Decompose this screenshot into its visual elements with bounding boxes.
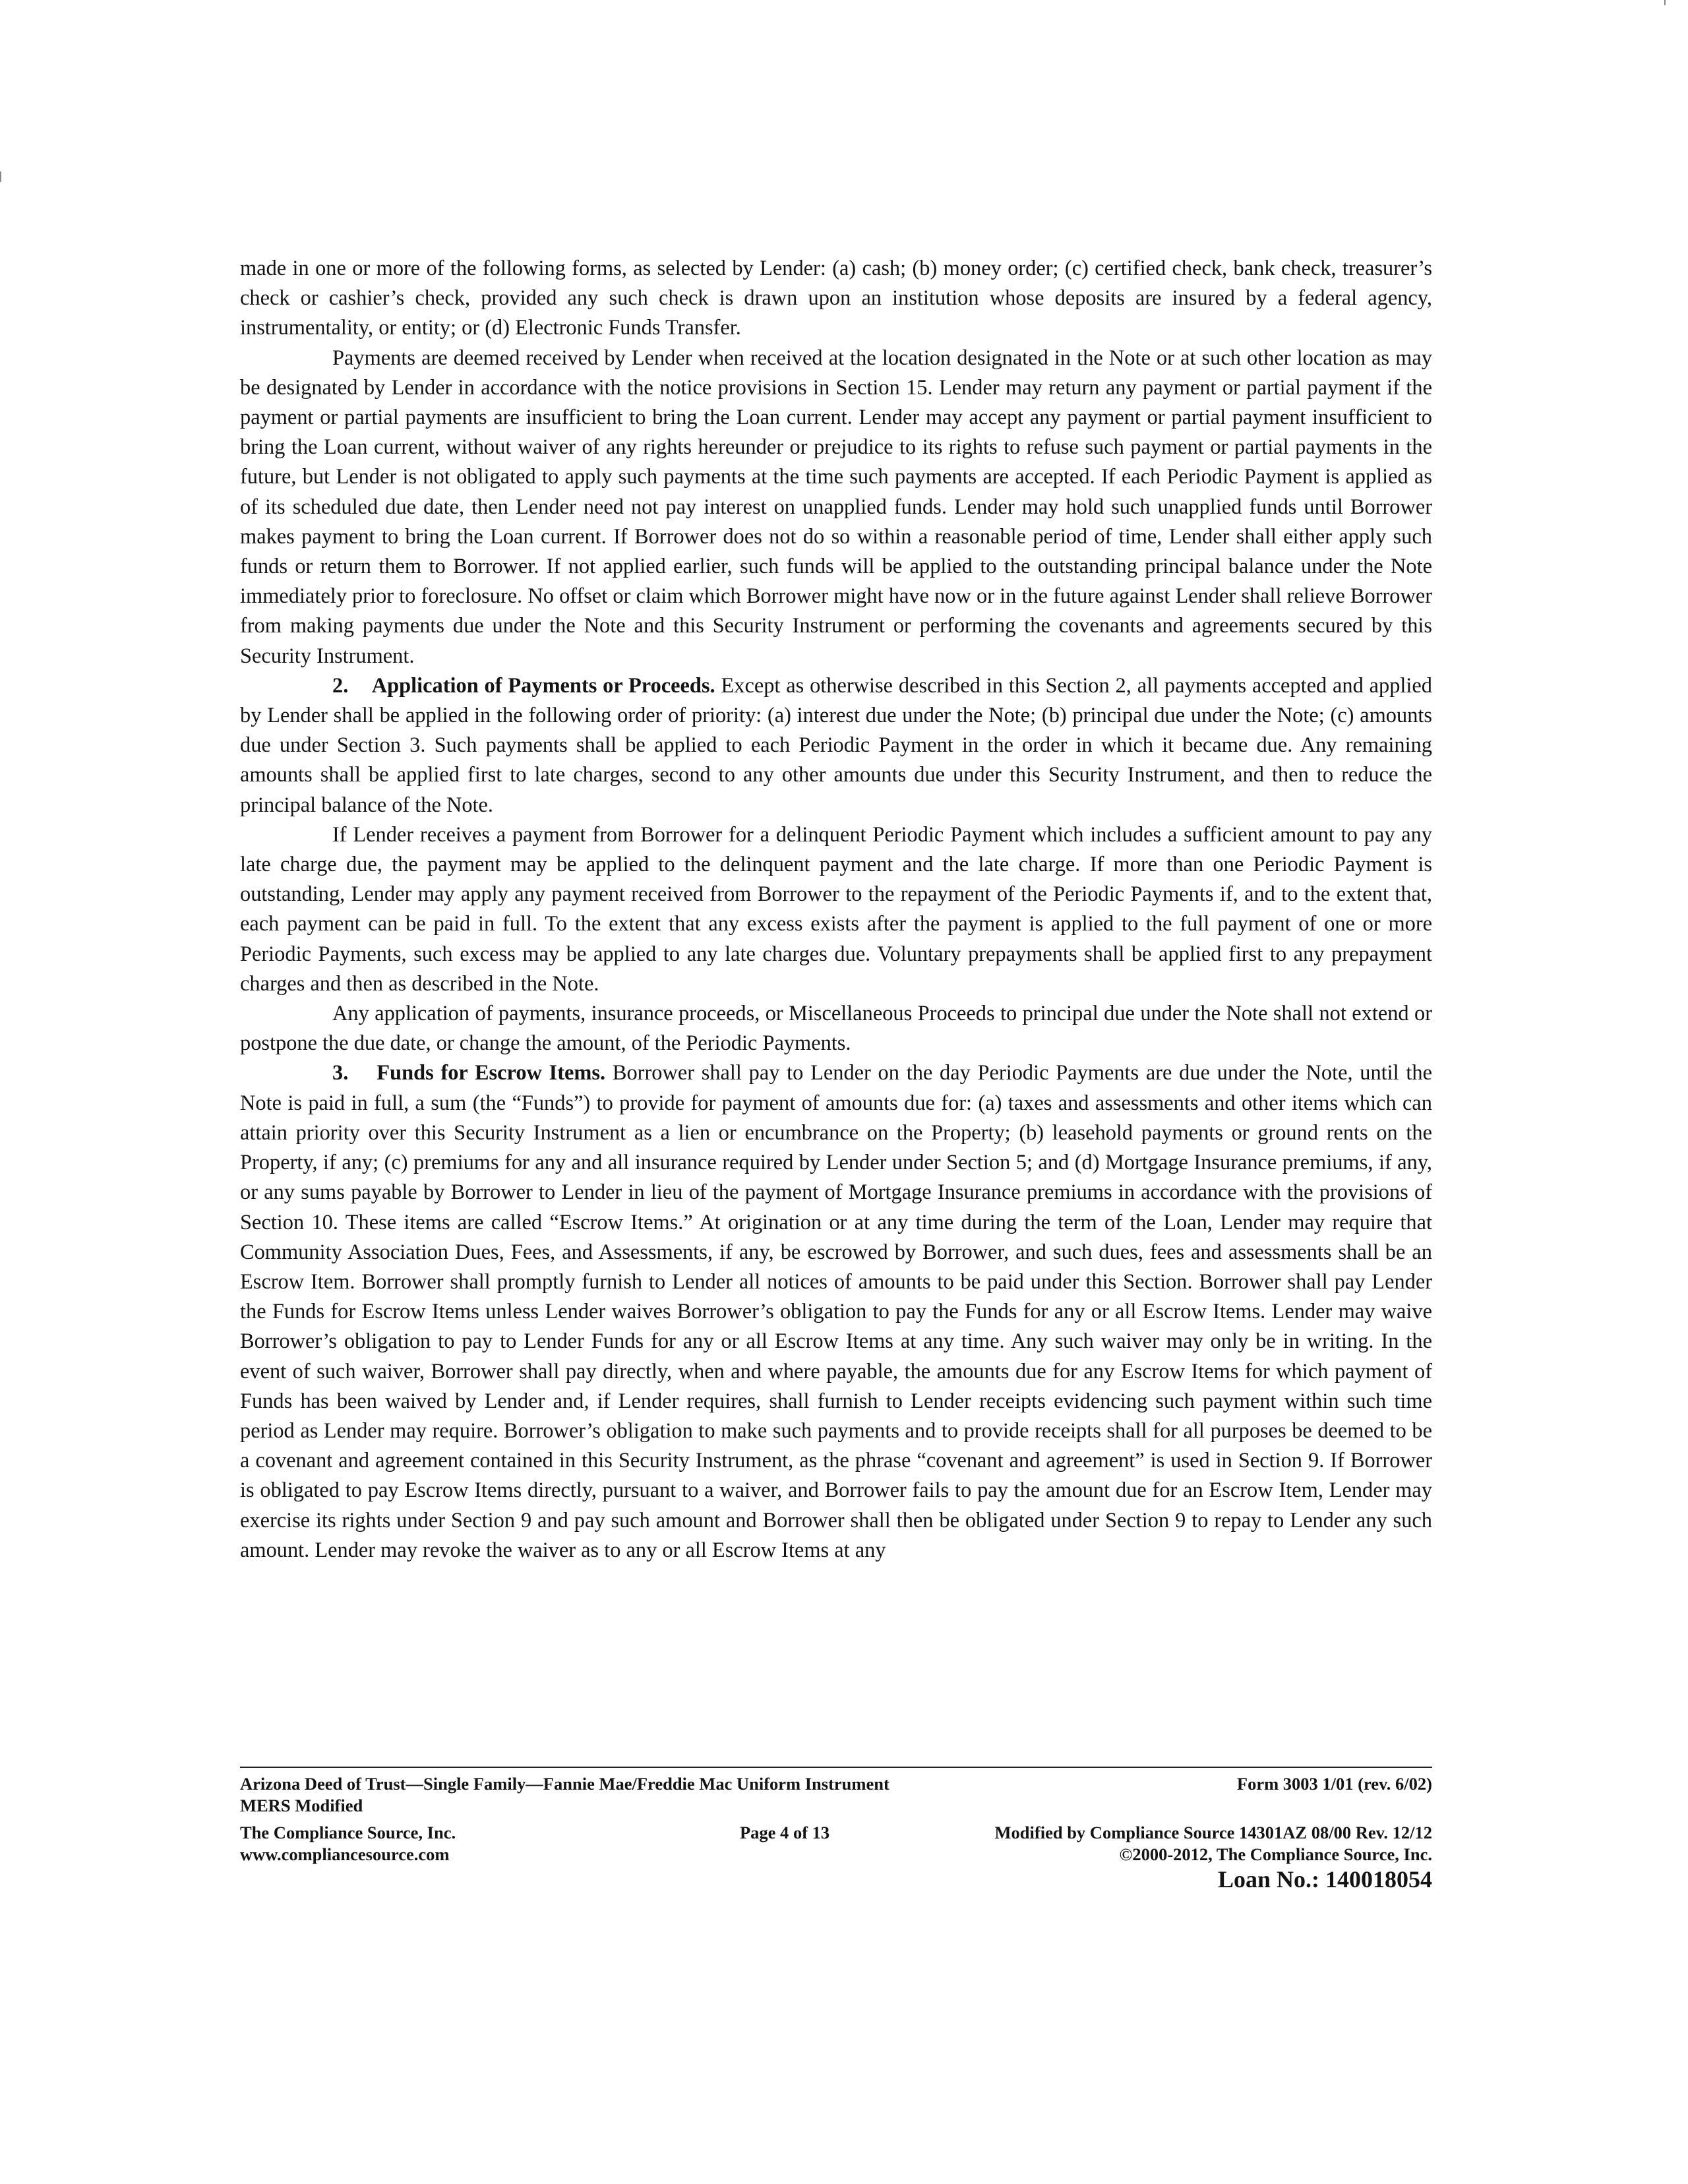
section-text: Except as otherwise described in this Section 2, all payments accepted and applied by Lender shall be applied in the following order of priority: (a) interest due under the Note; (b) principal due under the Note; (c) amounts due under Section 3. Such payments shall be applied to each Periodic Payment in the order in which it became due. Any remaining amounts shall be applied first to late charges, second to any other amounts due under this Security Instrument, and then to reduce the principal balance of the Note. [240,673,1432,817]
modified-by: Modified by Compliance Source 14301AZ 08/00 Rev. 12/12 [994,1823,1432,1842]
page-footer [240,1773,1432,1891]
document-body [240,254,1432,1565]
paragraph: If Lender receives a payment from Borrower for a delinquent Periodic Payment which includes a sufficient amount to pay any late charge due, the payment may be applied to the delinquent payment and the late charge. If more than one Periodic Payment is outstanding, Lender may apply any payment received from Borrower to the repayment of the Periodic Payments if, and to the extent that, each payment can be paid in full. To the extent that any excess exists after the payment is applied to the full payment of one or more Periodic Payments, such excess may be applied to any late charges due. Voluntary prepayments shall be applied first to any prepayment charges and then as described in the Note. [240,822,1432,996]
paragraph: Any application of payments, insurance proceeds, or Miscellaneous Proceeds to principal due under the Note shall not extend or postpone the due date, or change the amount, of the Periodic Payments. [240,1002,1432,1056]
section-3-paragraph [240,1058,1432,1565]
company-name: The Compliance Source, Inc. [240,1823,456,1842]
paragraph: made in one or more of the following forms, as selected by Lender: (a) cash; (b) money order; (c) certified check, bank check, treasurer’s check or cashier’s check, provided any such check is drawn upon an institution whose deposits are insured by a federal agency, instrumentality, or entity; or (d) Electronic Funds Transfer. [240,257,1432,340]
section-number: 2. [332,673,349,698]
section-heading: Funds for Escrow Items. [377,1061,606,1085]
scan-edge-mark [1664,0,1666,5]
website: www.compliancesource.com [240,1844,450,1864]
copyright: ©2000-2012, The Compliance Source, Inc. [1119,1844,1432,1864]
document-title: Arizona Deed of Trust—Single Family—Fannie Mae/Freddie Mac Uniform Instrument [240,1774,889,1794]
section-2-paragraph [240,671,1432,820]
scan-edge-mark [0,171,1,182]
form-number: Form 3003 1/01 (rev. 6/02) [1236,1774,1432,1794]
section-text: Borrower shall pay to Lender on the day Periodic Payments are due under the Note, until the Note is paid in full, a sum (the “Funds”) to provide for payment of amounts due for: (a) taxes and assessments and other items which can attain priority over this Security Instrument as a lien or encumbrance on the Property; (b) leasehold payments or ground rents on the Property, if any; (c) premiums for any and all insurance required by Lender under Section 5; and (d) Mortgage Insurance premiums, if any, or any sums payable by Borrower to Lender in lieu of the payment of Mortgage Insurance premiums in accordance with the provisions of Section 10. These items are called “Escrow Items.” At origination or at any time during the term of the Loan, Lender may require that Community Association Dues, Fees, and Assessments, if any, be escrowed by Borrower, and such dues, fees and assessments shall be an Escrow Item. Borrower shall promptly furnish to Lender all notices of amounts to be paid under this Section. Borrower shall pay Lender the Funds for Escrow Items unless Lender waives Borrower’s obligation to pay the Funds for any or all Escrow Items. Lender may waive Borrower’s obligation to pay to Lender Funds for any or all Escrow Items at any time. Any such waiver may only be in writing. In the event of such waiver, Borrower shall pay directly, when and where payable, the amounts due for any Escrow Items for which payment of Funds has been waived by Lender and, if Lender requires, shall furnish to Lender receipts evidencing such payment within such time period as Lender may require. Borrower’s obligation to make such payments and to provide receipts shall for all purposes be deemed to be a covenant and agreement contained in this Security Instrument, as the phrase “covenant and agreement” is used in Section 9. If Borrower is obligated to pay Escrow Items directly, pursuant to a waiver, and Borrower fails to pay the amount due for an Escrow Item, Lender may exercise its rights under Section 9 and pay such amount and Borrower shall then be obligated under Section 9 to repay to Lender any such amount. Lender may revoke the waiver as to any or all Escrow Items at any [240,1061,1432,1562]
section-heading: Application of Payments or Proceeds. [371,673,715,698]
page-number: Page 4 of 13 [740,1823,830,1842]
footer-divider [240,1767,1432,1768]
section-number: 3. [332,1061,349,1085]
paragraph: Payments are deemed received by Lender when received at the location designated in the Note or at such other location as may be designated by Lender in accordance with the notice provisions in Section 15. Lender may return any payment or partial payment if the payment or partial payments are insufficient to bring the Loan current. Lender may accept any payment or partial payment insufficient to bring the Loan current, without waiver of any rights hereunder or prejudice to its rights to refuse such payment or partial payments in the future, but Lender is not obligated to apply such payments at the time such payments are accepted. If each Periodic Payment is applied as of its scheduled due date, then Lender need not pay interest on unapplied funds. Lender may hold such unapplied funds until Borrower makes payment to bring the Loan current. If Borrower does not do so within a reasonable period of time, Lender shall either apply such funds or return them to Borrower. If not applied earlier, such funds will be applied to the outstanding principal balance under the Note immediately prior to foreclosure. No offset or claim which Borrower might have now or in the future against Lender shall relieve Borrower from making payments due under the Note and this Security Instrument or performing the covenants and agreements secured by this Security Instrument. [240,346,1432,668]
mers-label: MERS Modified [240,1796,363,1815]
loan-number: Loan No.: 140018054 [1217,1866,1432,1893]
